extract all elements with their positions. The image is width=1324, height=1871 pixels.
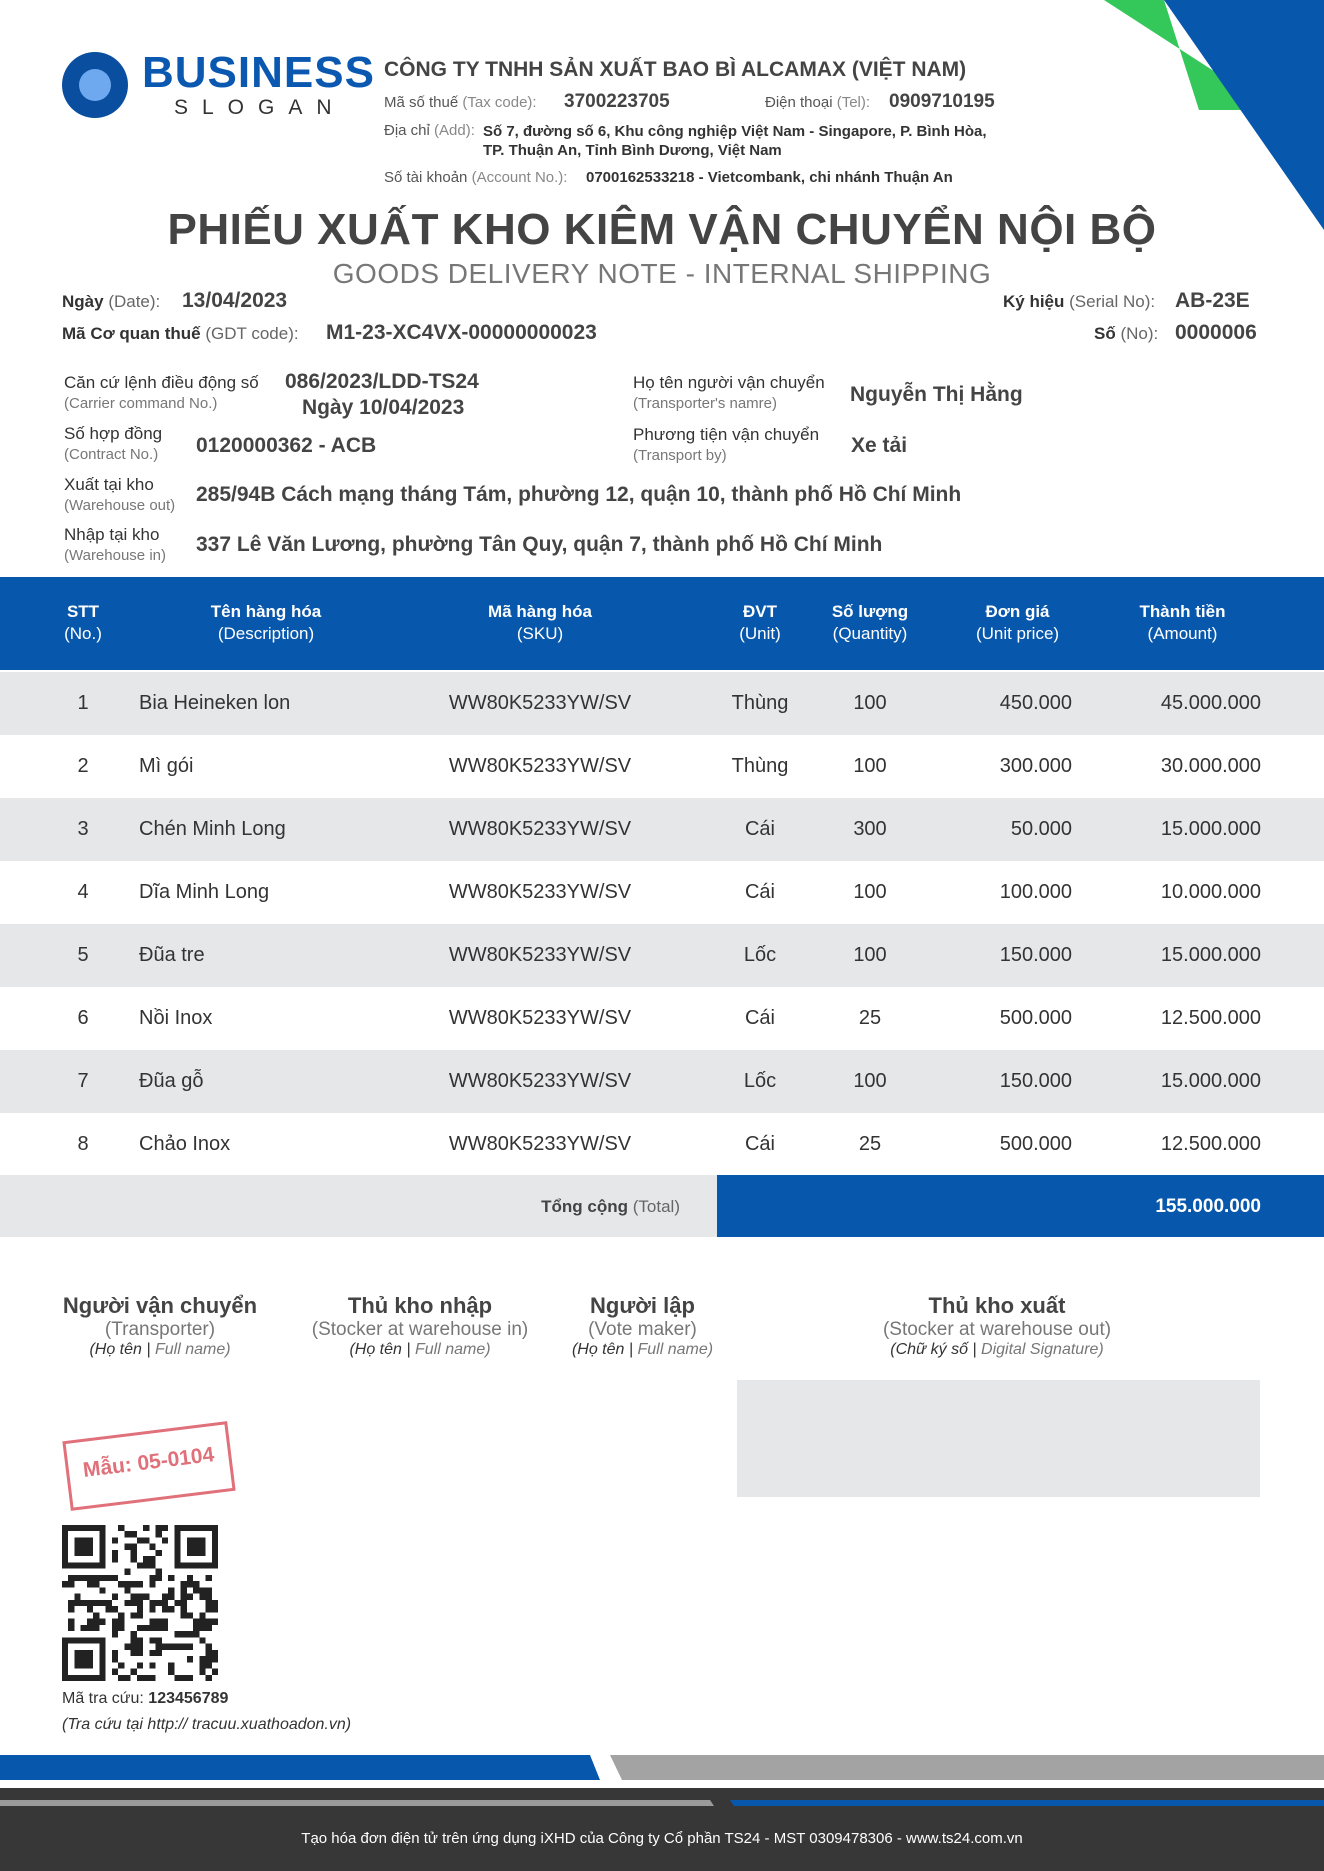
cell-sku: WW80K5233YW/SV — [448, 1070, 632, 1092]
header-unit-price: Đơn giá (Unit price) — [975, 602, 1060, 643]
contract-value: 0120000362 - ACB — [196, 434, 377, 457]
cell-unit: Cái — [744, 818, 775, 840]
cell-amount: 10.000.000 — [1160, 881, 1261, 903]
cell-amount: 15.000.000 — [1160, 944, 1261, 966]
cell-description: Chảo Inox — [139, 1133, 231, 1155]
table-row — [0, 861, 1324, 924]
logo-slogan: SLOGAN — [174, 96, 346, 119]
command-date: Ngày 10/04/2023 — [302, 396, 465, 419]
warehouse-out-label: Xuất tại kho (Warehouse out) — [64, 475, 176, 514]
logo-circle-icon — [62, 52, 128, 118]
cell-unit: Lốc — [743, 1070, 777, 1092]
date-label: Ngày (Date): — [62, 292, 161, 311]
cell-no: 1 — [77, 692, 89, 714]
company-logo — [62, 48, 382, 122]
warehouse-in-value: 337 Lê Văn Lương, phường Tân Quy, quận 7, thành phố Hồ Chí Minh — [196, 533, 883, 556]
footer-stripes — [0, 1755, 1324, 1789]
cell-no: 2 — [77, 755, 89, 777]
cell-unit: Cái — [744, 1007, 775, 1029]
transporter-value: Nguyễn Thị Hằng — [850, 383, 1023, 406]
cell-amount: 12.500.000 — [1160, 1007, 1261, 1029]
cell-sku: WW80K5233YW/SV — [448, 881, 632, 903]
cell-sku: WW80K5233YW/SV — [448, 755, 632, 777]
cell-sku: WW80K5233YW/SV — [448, 1007, 632, 1029]
cell-sku: WW80K5233YW/SV — [448, 944, 632, 966]
cell-description: Dĩa Minh Long — [139, 881, 270, 903]
cell-quantity: 25 — [858, 1007, 882, 1029]
cell-sku: WW80K5233YW/SV — [448, 692, 632, 714]
account-label: Số tài khoản (Account No.): — [384, 169, 568, 186]
warehouse-out-value: 285/94B Cách mạng tháng Tám, phường 12, quận 10, thành phố Hồ Chí Minh — [196, 483, 962, 506]
cell-description: Nồi Inox — [139, 1007, 213, 1029]
header-description: Tên hàng hóa (Description) — [210, 602, 322, 643]
cell-no: 6 — [77, 1007, 89, 1029]
date-value: 13/04/2023 — [182, 289, 288, 312]
tax-code-label: Mã số thuế (Tax code): — [384, 94, 537, 111]
digital-signature-box — [737, 1380, 1260, 1497]
warehouse-in-label: Nhập tại kho (Warehouse in) — [64, 525, 166, 564]
table-row — [0, 798, 1324, 861]
cell-unit-price: 100.000 — [999, 881, 1072, 903]
cell-unit-price: 150.000 — [999, 944, 1072, 966]
cell-unit-price: 150.000 — [999, 1070, 1072, 1092]
cell-unit: Lốc — [743, 944, 777, 966]
table-row — [0, 1113, 1324, 1176]
number-label: Số (No): — [1094, 324, 1159, 343]
table-row — [0, 987, 1324, 1050]
cell-no: 5 — [77, 944, 89, 966]
cell-unit-price: 50.000 — [1010, 818, 1072, 840]
header-amount: Thành tiền (Amount) — [1139, 602, 1226, 643]
cell-description: Đũa tre — [139, 944, 205, 966]
cell-unit-price: 500.000 — [999, 1133, 1072, 1155]
cell-amount: 15.000.000 — [1160, 1070, 1261, 1092]
cell-unit: Cái — [744, 881, 775, 903]
transporter-label: Họ tên người vận chuyển (Transporter's namre) — [633, 373, 825, 412]
header-sku: Mã hàng hóa (SKU) — [488, 602, 592, 643]
cell-unit: Thùng — [731, 692, 789, 714]
cell-amount: 45.000.000 — [1160, 692, 1261, 714]
header-quantity: Số lượng (Quantity) — [831, 602, 909, 643]
cell-sku: WW80K5233YW/SV — [448, 818, 632, 840]
account-value: 0700162533218 - Vietcombank, chi nhánh Thuận An — [586, 169, 953, 186]
cell-description: Chén Minh Long — [139, 818, 286, 840]
tax-code-value: 3700223705 — [564, 91, 670, 112]
cell-no: 8 — [77, 1133, 89, 1155]
contract-label: Số hợp đồng (Contract No.) — [64, 424, 163, 463]
document-title: PHIẾU XUẤT KHO KIÊM VẬN CHUYỂN NỘI BỘ — [167, 205, 1157, 254]
cell-description: Mì gói — [139, 755, 194, 777]
signature-stocker-in: Thủ kho nhập (Stocker at warehouse in) (Họ tên | Full name) — [311, 1293, 529, 1358]
total-label: Tổng cộng (Total) — [541, 1197, 680, 1216]
cell-quantity: 100 — [853, 944, 887, 966]
total-amount: 155.000.000 — [1155, 1196, 1261, 1217]
company-name: CÔNG TY TNHH SẢN XUẤT BAO BÌ ALCAMAX (VIỆT NAM) — [384, 58, 967, 81]
cell-description: Đũa gỗ — [139, 1070, 204, 1092]
header-unit: ĐVT (Unit) — [739, 602, 781, 643]
header-no: STT (No.) — [64, 602, 102, 643]
table-row — [0, 1050, 1324, 1113]
command-number: 086/2023/LDD-TS24 — [285, 370, 479, 393]
number-value: 0000006 — [1175, 321, 1257, 344]
corner-decoration — [1024, 0, 1324, 230]
gdt-code-value: M1-23-XC4VX-00000000023 — [326, 321, 597, 344]
cell-unit-price: 500.000 — [999, 1007, 1072, 1029]
form-stamp: Mẫu: 05-0104 — [62, 1421, 235, 1511]
cell-amount: 30.000.000 — [1160, 755, 1261, 777]
cell-quantity: 100 — [853, 692, 887, 714]
cell-quantity: 25 — [858, 1133, 882, 1155]
cell-description: Bia Heineken lon — [139, 692, 291, 714]
cell-amount: 15.000.000 — [1160, 818, 1261, 840]
transport-by-label: Phương tiện vận chuyển (Transport by) — [633, 425, 820, 464]
logo-name: BUSINESS — [142, 48, 375, 97]
phone-value: 0909710195 — [889, 91, 995, 112]
cell-quantity: 300 — [853, 818, 887, 840]
cell-unit-price: 450.000 — [999, 692, 1072, 714]
cell-quantity: 100 — [853, 1070, 887, 1092]
signature-vote-maker: Người lập (Vote maker) (Họ tên | Full name) — [571, 1293, 714, 1358]
cell-amount: 12.500.000 — [1160, 1133, 1261, 1155]
cell-unit: Thùng — [731, 755, 789, 777]
gdt-code-label: Mã Cơ quan thuế (GDT code): — [62, 324, 299, 343]
transport-by-value: Xe tải — [851, 434, 908, 457]
cell-no: 7 — [77, 1070, 89, 1092]
table-row — [0, 735, 1324, 798]
address-label: Địa chỉ (Add): — [384, 122, 475, 139]
cell-no: 4 — [77, 881, 89, 903]
cell-quantity: 100 — [853, 881, 887, 903]
signature-stocker-out: Thủ kho xuất (Stocker at warehouse out) (Chữ ký số | Digital Signature) — [882, 1293, 1112, 1358]
cell-unit: Cái — [744, 1133, 775, 1155]
cell-quantity: 100 — [853, 755, 887, 777]
footer-thin-stripes — [0, 1800, 1324, 1810]
signature-transporter: Người vận chuyển (Transporter) (Họ tên | Full name) — [62, 1293, 258, 1358]
cell-no: 3 — [77, 818, 89, 840]
phone-label: Điện thoại (Tel): — [765, 94, 871, 111]
cell-unit-price: 300.000 — [999, 755, 1072, 777]
address-value: Số 7, đường số 6, Khu công nghiệp Việt Nam - Singapore, P. Bình Hòa, TP. Thuận An, Tỉnh Bình Dương, Việt Nam — [483, 123, 987, 159]
table-row — [0, 672, 1324, 735]
table-row — [0, 924, 1324, 987]
items-table-header — [0, 577, 1324, 670]
cell-sku: WW80K5233YW/SV — [448, 1133, 632, 1155]
command-label: Căn cứ lệnh điều động số (Carrier command No.) — [64, 373, 259, 412]
serial-value: AB-23E — [1175, 289, 1250, 312]
lookup-code: Mã tra cứu: 123456789 — [62, 1690, 229, 1707]
footer-text: Tạo hóa đơn điện tử trên ứng dụng iXHD của Công ty Cổ phần TS24 - MST 0309478306 - www.ts24.com.vn — [301, 1830, 1023, 1847]
serial-label: Ký hiệu (Serial No): — [1003, 292, 1156, 311]
qr-code-icon — [62, 1525, 218, 1681]
document-subtitle: GOODS DELIVERY NOTE - INTERNAL SHIPPING — [332, 258, 992, 289]
lookup-url-note: (Tra cứu tại http:// tracuu.xuathoadon.vn) — [62, 1716, 352, 1733]
